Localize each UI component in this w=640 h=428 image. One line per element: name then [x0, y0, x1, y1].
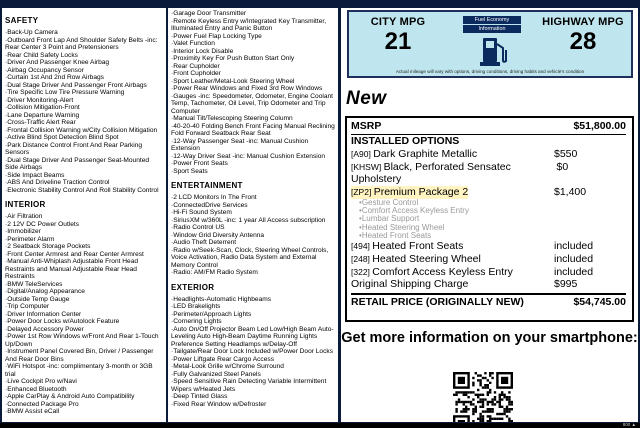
feature-item: · Side Impact Beams: [5, 172, 163, 180]
option-code: [248]: [351, 253, 373, 264]
feature-item: · Lane Departure Warning: [5, 112, 163, 120]
option-price: $1,400: [554, 186, 587, 199]
package-item: • Comfort Access Keyless Entry: [351, 207, 626, 215]
feature-item: · SiriusXM w/360L -inc: 1 year All Access subscription: [171, 217, 335, 225]
fuel-economy-badge-line2: Information: [463, 25, 521, 33]
feature-item: · ABS And Driveline Traction Control: [5, 179, 163, 187]
feature-item: · Power Liftgate Rear Cargo Access: [171, 356, 335, 364]
feature-item: · Perimeter Alarm: [5, 236, 163, 244]
msrp-value: $51,800.00: [573, 120, 626, 132]
feature-item: · Radio w/Seek-Scan, Clock, Steering Wheel Controls, Voice Activation, Radio Data System and External Memory Control: [171, 247, 335, 270]
feature-item: · Interior Lock Disable: [171, 48, 335, 56]
feature-item: · Tire Specific Low Tire Pressure Warning: [5, 89, 163, 97]
option-label: [351, 148, 477, 161]
package-item: • Lumbar Support: [351, 215, 626, 223]
feature-item: · 40-20-40 Folding Bench Front Facing Manual Reclining Fold Forward Seatback Rear Seat: [171, 123, 335, 138]
city-mpg: [353, 16, 443, 56]
option-price: included: [554, 265, 594, 278]
msrp-label: MSRP: [351, 120, 382, 132]
feature-item: · Front Center Armrest and Rear Center Armrest: [5, 251, 163, 259]
option-code: [KHSW]: [351, 161, 384, 172]
feature-item: · Remote Keyless Entry w/Integrated Key Transmitter, Illuminated Entry and Panic Button: [171, 18, 335, 33]
shipping-label: Original Shipping Charge: [351, 278, 469, 291]
shipping-value: $995: [554, 278, 578, 291]
feature-item: · Dual Stage Driver And Passenger Seat-Mounted Side Airbags: [5, 157, 163, 172]
feature-item: · Air Filtration: [5, 213, 163, 221]
feature-item: · ConnectedDrive Services: [171, 202, 335, 210]
feature-item: · Metal-Look Grille w/Chrome Surround: [171, 363, 335, 371]
feature-item: · 12-Way Passenger Seat -inc: Manual Cushion Extension: [171, 138, 335, 153]
feature-item: · Dual Stage Driver And Passenger Front Airbags: [5, 82, 163, 90]
installed-options-list: [351, 148, 626, 199]
option-label: [351, 161, 557, 187]
feature-item: · Radio: AM/FM Radio System: [171, 269, 335, 277]
smartphone-promo: Get more information on your smartphone:: [341, 330, 638, 346]
feature-item: · Headlights-Automatic Highbeams: [171, 296, 335, 304]
feature-item: · Driver And Passenger Knee Airbag: [5, 59, 163, 67]
feature-item: · BMW TeleServices: [5, 281, 163, 289]
included-options-list: [351, 240, 626, 278]
feature-item: · 2 Seatback Storage Pockets: [5, 243, 163, 251]
highway-mpg-label: HIGHWAY MPG: [542, 16, 624, 28]
feature-item: · Airbag Occupancy Sensor: [5, 67, 163, 75]
feature-item: · Apple CarPlay & Android Auto Compatibility: [5, 393, 163, 401]
feature-item: · Trip Computer: [5, 303, 163, 311]
feature-item: · Driver Monitoring-Alert: [5, 97, 163, 105]
feature-item: · Connected Package Pro: [5, 401, 163, 409]
interior-continued-list: [171, 10, 335, 175]
option-name: Dark Graphite Metallic: [373, 147, 478, 160]
option-row: [351, 161, 626, 187]
feature-item: · Cornering Lights: [171, 318, 335, 326]
city-mpg-value: 21: [384, 28, 412, 55]
feature-item: · Deep Tinted Glass: [171, 393, 335, 401]
feature-item: · Frontal Collision Warning w/City Collision Mitigation: [5, 127, 163, 135]
safety-heading: SAFETY: [5, 16, 39, 25]
option-row: [351, 148, 626, 161]
option-row: [351, 253, 626, 266]
feature-item: · Fully Galvanized Steel Panels: [171, 371, 335, 379]
safety-list: [5, 29, 163, 194]
option-price: $550: [554, 147, 578, 160]
feature-item: · Rear Cupholder: [171, 63, 335, 71]
feature-item: · Cross-Traffic Alert Rear: [5, 119, 163, 127]
option-price: included: [554, 252, 594, 265]
exterior-list: [171, 296, 335, 409]
feature-item: · Rear Child Safety Locks: [5, 52, 163, 60]
feature-item: · Power Rear Windows and Fixed 3rd Row Windows: [171, 85, 335, 93]
feature-item: · Valet Function: [171, 40, 335, 48]
retail-price-row: [351, 293, 626, 309]
feature-item: · Immobilizer: [5, 228, 163, 236]
window-sticker-panel: [341, 8, 638, 422]
shipping-row: [351, 278, 626, 291]
feature-item: · Hi-Fi Sound System: [171, 209, 335, 217]
fuel-economy-badge: [463, 16, 521, 68]
option-price: included: [554, 240, 594, 252]
feature-item: · Perimeter/Approach Lights: [171, 311, 335, 319]
city-mpg-label: CITY MPG: [370, 16, 426, 28]
feature-item: · Instrument Panel Covered Bin, Driver / Passenger And Rear Door Bins: [5, 348, 163, 363]
retail-price-value: $54,745.00: [573, 296, 626, 309]
feature-item: · Delayed Accessory Power: [5, 326, 163, 334]
feature-item: · Curtain 1st And 2nd Row Airbags: [5, 74, 163, 82]
feature-item: · Enhanced Bluetooth: [5, 386, 163, 394]
exterior-heading: EXTERIOR: [171, 282, 215, 292]
feature-item: · Proximity Key For Push Button Start Only: [171, 55, 335, 63]
feature-item: · Gauges -inc: Speedometer, Odometer, Engine Coolant Temp, Tachometer, Oil Level, Trip Odometer and Trip Computer: [171, 93, 335, 116]
feature-item: · Power Fuel Flap Locking Type: [171, 33, 335, 41]
option-row: [351, 240, 626, 253]
option-name: Heated Front Seats: [372, 240, 464, 252]
feature-item: · Power 1st Row Windows w/Front And Rear 1-Touch Up/Down: [5, 333, 163, 348]
option-label: [351, 253, 481, 266]
feature-item: · Speed Sensitive Rain Detecting Variable Intermittent Wipers w/Heated Jets: [171, 378, 335, 393]
feature-item: · Active Blind Spot Detection Blind Spot: [5, 134, 163, 142]
option-code: [A90]: [351, 148, 374, 159]
feature-item: · Manual Tilt/Telescoping Steering Column: [171, 115, 335, 123]
feature-item: · 2 12V DC Power Outlets: [5, 221, 163, 229]
option-name: Black, Perforated Sensatec Upholstery: [351, 160, 511, 186]
package-item: • Heated Front Seats: [351, 232, 626, 240]
feature-item: · Park Distance Control Front And Rear Parking Sensors: [5, 142, 163, 157]
feature-item: · Sport Seats: [171, 168, 335, 176]
fuel-pump-icon: [463, 34, 521, 68]
features-column-2: [168, 8, 338, 422]
feature-item: · Front Cupholder: [171, 70, 335, 78]
feature-item: · Back-Up Camera: [5, 29, 163, 37]
interior-list: [5, 213, 163, 416]
entertainment-heading: ENTERTAINMENT: [171, 181, 243, 190]
feature-item: · Radio Control US: [171, 224, 335, 232]
entertainment-list: [171, 194, 335, 277]
feature-item: · 12-Way Driver Seat -inc: Manual Cushion Extension: [171, 153, 335, 161]
option-name: Premium Package 2: [373, 186, 469, 199]
retail-price-label: RETAIL PRICE (ORIGINALLY NEW): [351, 296, 524, 309]
feature-item: · Manual Anti-Whiplash Adjustable Front Head Restraints and Manual Adjustable Rear Head Restraints: [5, 258, 163, 281]
msrp-row: [351, 120, 626, 135]
feature-item: · Electronic Stability Control And Roll Stability Control: [5, 187, 163, 195]
option-name: Comfort Access Keyless Entry: [372, 265, 513, 278]
option-name: Heated Steering Wheel: [372, 252, 481, 265]
feature-item: · Outside Temp Gauge: [5, 296, 163, 304]
package-item: • Heated Steering Wheel: [351, 224, 626, 232]
feature-item: · Collision Mitigation-Front: [5, 104, 163, 112]
option-label: [351, 240, 463, 253]
feature-item: · Tailgate/Rear Door Lock Included w/Power Door Locks: [171, 348, 335, 356]
mpg-disclaimer: Actual mileage will vary with options, driving conditions, driving habits and vehicle's condition: [395, 69, 585, 74]
feature-item: · 2 LCD Monitors In The Front: [171, 194, 335, 202]
feature-item: · Garage Door Transmitter: [171, 10, 335, 18]
feature-item: · Power Front Seats: [171, 160, 335, 168]
feature-item: · WiFi Hotspot -inc: complimentary 3-month or 3GB trial: [5, 363, 163, 378]
package-item: • Gesture Control: [351, 199, 626, 207]
option-code: [494]: [351, 241, 373, 251]
feature-item: · Auto On/Off Projector Beam Led Low/High Beam Auto-Leveling Auto High-Beam Daytime Running Lights Preference Setting Headlamps w/Delay-Off: [171, 326, 335, 349]
feature-item: · Power Door Locks w/Autolock Feature: [5, 318, 163, 326]
fuel-economy-box: [347, 10, 633, 78]
footer-text: 800 ▲: [622, 422, 636, 427]
feature-item: · Digital/Analog Appearance: [5, 288, 163, 296]
option-code: [ZP2]: [351, 187, 374, 198]
new-label: New: [346, 88, 387, 109]
package-items-list: [351, 199, 626, 240]
option-price: $0: [556, 160, 569, 173]
bottom-bar: [0, 423, 640, 428]
feature-item: · BMW Assist eCall: [5, 408, 163, 416]
pricing-box: [345, 116, 634, 322]
installed-options-heading: INSTALLED OPTIONS: [351, 134, 460, 147]
feature-item: · Audio Theft Deterrent: [171, 239, 335, 247]
feature-item: · Outboard Front Lap And Shoulder Safety Belts -inc: Rear Center 3 Point and Pretensioners: [5, 37, 163, 52]
features-column-1: [2, 8, 166, 422]
feature-item: · Driver Information Center: [5, 311, 163, 319]
highway-mpg-value: 28: [569, 28, 597, 55]
option-row: [351, 266, 626, 279]
highway-mpg: [535, 16, 631, 56]
option-code: [322]: [351, 266, 373, 277]
feature-item: · Live Cockpit Pro w/Navi: [5, 378, 163, 386]
feature-item: · LED Brakelights: [171, 303, 335, 311]
fuel-economy-badge-line1: Fuel Economy: [463, 16, 521, 24]
feature-item: · Sport Leather/Metal-Look Steering Wheel: [171, 78, 335, 86]
feature-item: · Fixed Rear Window w/Defroster: [171, 401, 335, 409]
interior-heading: INTERIOR: [5, 200, 46, 209]
feature-item: · Window Grid Diversity Antenna: [171, 232, 335, 240]
qr-code-icon[interactable]: [445, 370, 521, 422]
option-label: [351, 266, 513, 279]
